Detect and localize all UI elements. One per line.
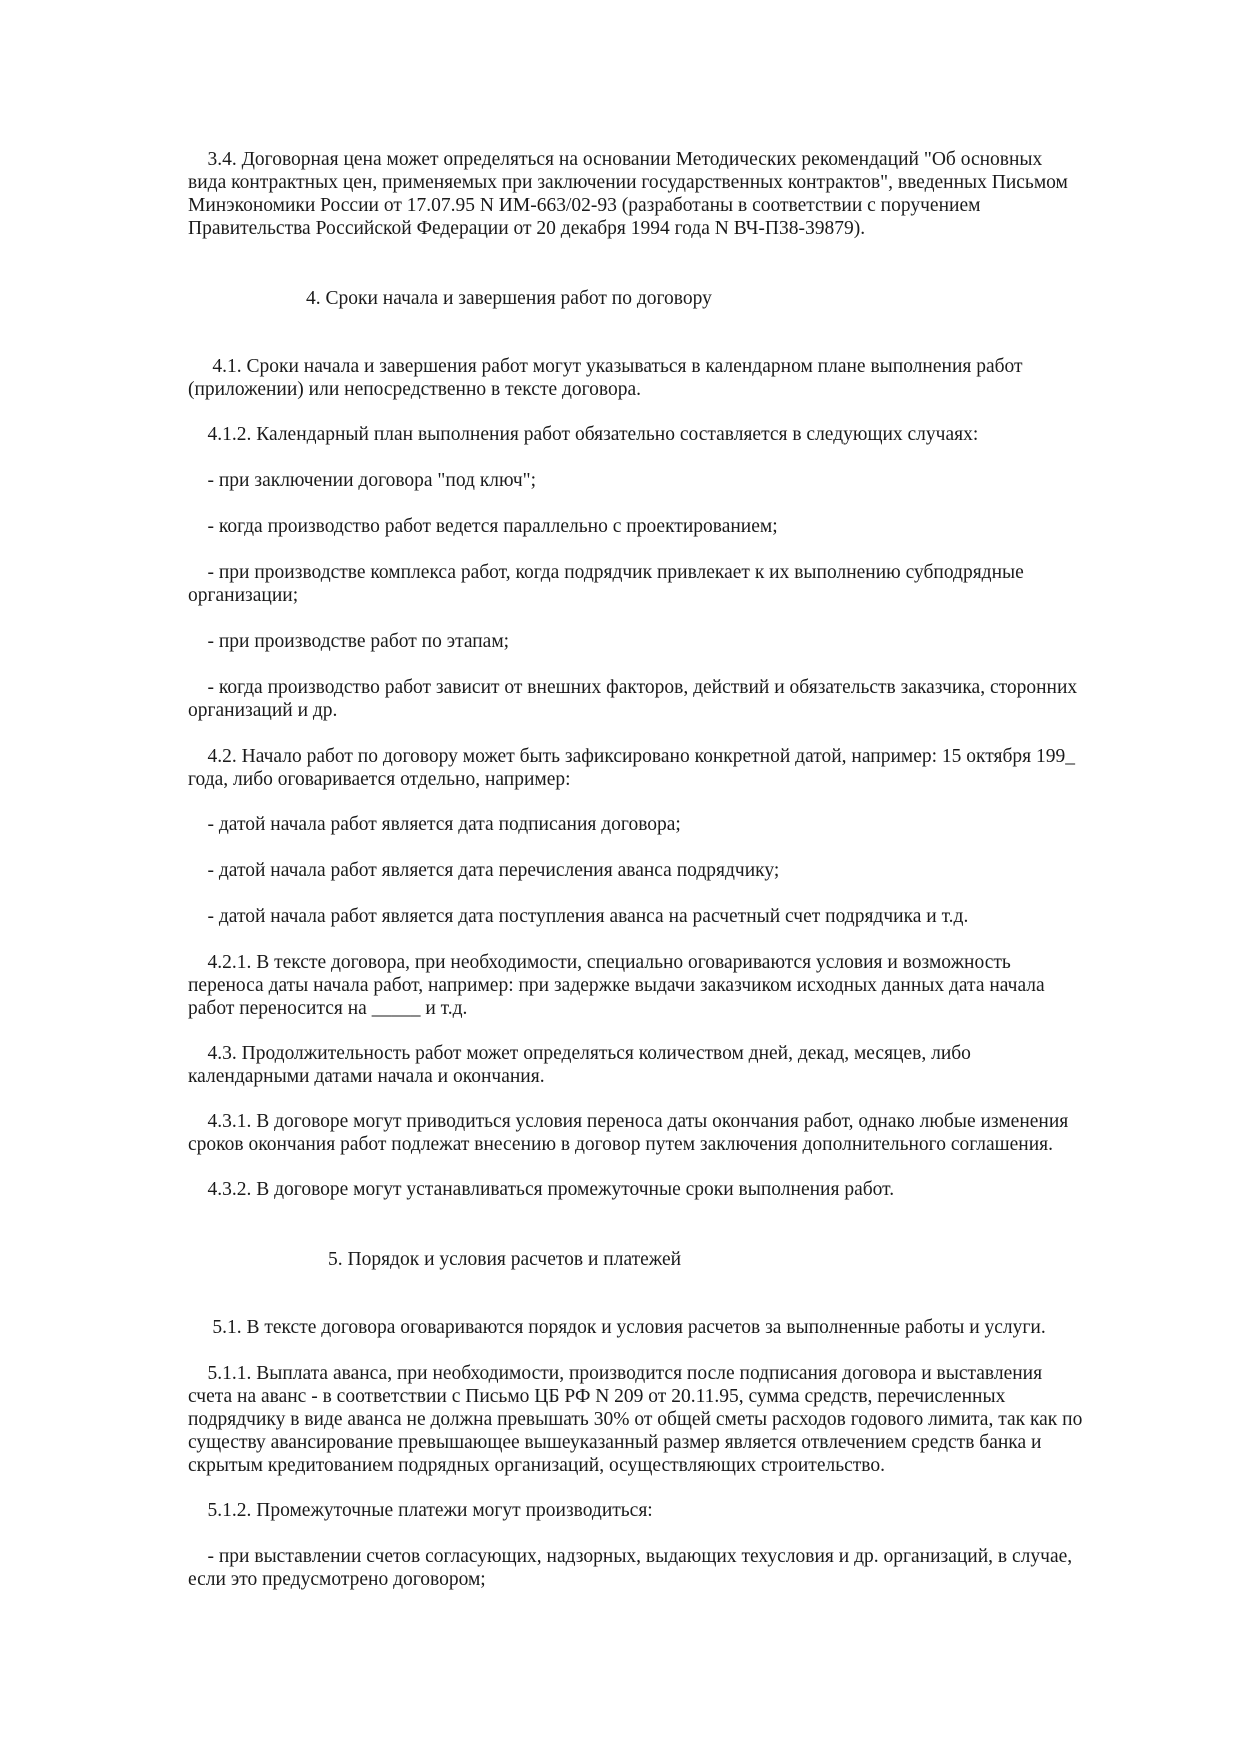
list-item-start-signing [188,813,1148,836]
text-line: 4.1.2. Календарный план выполнения работ обязательно составляется в следующих случаях: [188,424,979,445]
text-line: счета на аванс - в соответствии с Письмо ЦБ РФ N 209 от 20.11.95, сумма средств, перечисленных [188,1386,1006,1407]
text-line: 4.2.1. В тексте договора, при необходимости, специально оговариваются условия и возможность [188,952,1011,973]
text-line: организации; [188,585,299,606]
text-line: - когда производство работ зависит от внешних факторов, действий и обязательств заказчика, сторонних [188,677,1078,698]
text-line: - при выставлении счетов согласующих, надзорных, выдающих техусловия и др. организаций, в случае, [188,1546,1073,1567]
text-line: подрядчику в виде аванса не должна превышать 30% от общей сметы расходов годового лимита, так как по [188,1409,1083,1430]
text-line: 3.4. Договорная цена может определяться на основании Методических рекомендаций "Об основных [188,149,1043,170]
text-line: (приложении) или непосредственно в тексте договора. [188,379,642,400]
paragraph-4-3-1 [188,1110,1148,1156]
text-line: 4.3. Продолжительность работ может определяться количеством дней, декад, месяцев, либо [188,1043,971,1064]
text-line: 5.1.2. Промежуточные платежи могут производиться: [188,1500,653,1521]
text-line: - датой начала работ является дата перечисления аванса подрядчику; [188,860,780,881]
list-item-start-advance-transfer [188,859,1148,882]
text-line: - датой начала работ является дата подписания договора; [188,814,681,835]
text-line: работ переносится на _____ и т.д. [188,998,468,1019]
text-line: 4.3.1. В договоре могут приводиться условия переноса даты окончания работ, однако любые изменения [188,1111,1069,1132]
text-line: переноса даты начала работ, например: при задержке выдачи заказчиком исходных данных дата начала [188,975,1045,996]
text-line: скрытым кредитованием подрядных организаций, осуществляющих строительство. [188,1455,885,1476]
paragraph-4-3-2 [188,1178,1148,1201]
text-line: 4.2. Начало работ по договору может быть зафиксировано конкретной датой, например: 15 октября 199_ [188,746,1076,767]
paragraph-4-3 [188,1042,1148,1088]
text-line: - при производстве комплекса работ, когда подрядчик привлекает к их выполнению субподрядные [188,562,1024,583]
text-line: если это предусмотрено договором; [188,1569,486,1590]
paragraph-4-2-1 [188,951,1148,1020]
paragraph-5-1 [188,1316,1148,1339]
section-heading-4: 4. Сроки начала и завершения работ по договору [306,288,712,309]
text-line: 4.1. Сроки начала и завершения работ могут указываться в календарном плане выполнения работ [188,356,1023,377]
text-line: Минэкономики России от 17.07.95 N ИМ-663/02-93 (разработаны в соответствии с поручением [188,195,981,216]
paragraph-5-1-2 [188,1499,1148,1522]
text-line: 4.3.2. В договоре могут устанавливаться промежуточные сроки выполнения работ. [188,1179,895,1200]
paragraph-4-2 [188,745,1148,791]
text-line: - при заключении договора "под ключ"; [188,470,537,491]
section-heading-5: 5. Порядок и условия расчетов и платежей [328,1249,682,1270]
list-item-external-factors [188,676,1148,722]
text-line: - при производстве работ по этапам; [188,631,510,652]
text-line: - датой начала работ является дата поступления аванса на расчетный счет подрядчика и т.д. [188,906,969,927]
list-item-subcontractors [188,561,1148,607]
list-item-turnkey [188,469,1148,492]
text-line: 5.1. В тексте договора оговариваются порядок и условия расчетов за выполненные работы и услуги. [188,1317,1046,1338]
list-item-stages [188,630,1148,653]
paragraph-4-1-2 [188,423,1148,446]
list-item-start-advance-receipt [188,905,1148,928]
paragraph-3-4 [188,148,1148,240]
text-line: вида контрактных цен, применяемых при заключении государственных контрактов", введенных Письмом [188,172,1068,193]
text-line: организаций и др. [188,700,338,721]
paragraph-5-1-1 [188,1362,1148,1477]
text-line: года, либо оговаривается отдельно, например: [188,769,571,790]
list-item-approval-invoices [188,1545,1148,1591]
paragraph-4-1 [188,355,1148,401]
text-line: - когда производство работ ведется параллельно с проектированием; [188,516,778,537]
text-line: календарными датами начала и окончания. [188,1066,545,1087]
text-line: существу авансирование превышающее вышеуказанный размер является отвлечением средств банка и [188,1432,1042,1453]
text-line: сроков окончания работ подлежат внесению в договор путем заключения дополнительного соглашения. [188,1134,1053,1155]
text-line: Правительства Российской Федерации от 20 декабря 1994 года N ВЧ-П38-39879). [188,218,866,239]
list-item-parallel-design [188,515,1148,538]
text-line: 5.1.1. Выплата аванса, при необходимости, производится после подписания договора и выставления [188,1363,1043,1384]
